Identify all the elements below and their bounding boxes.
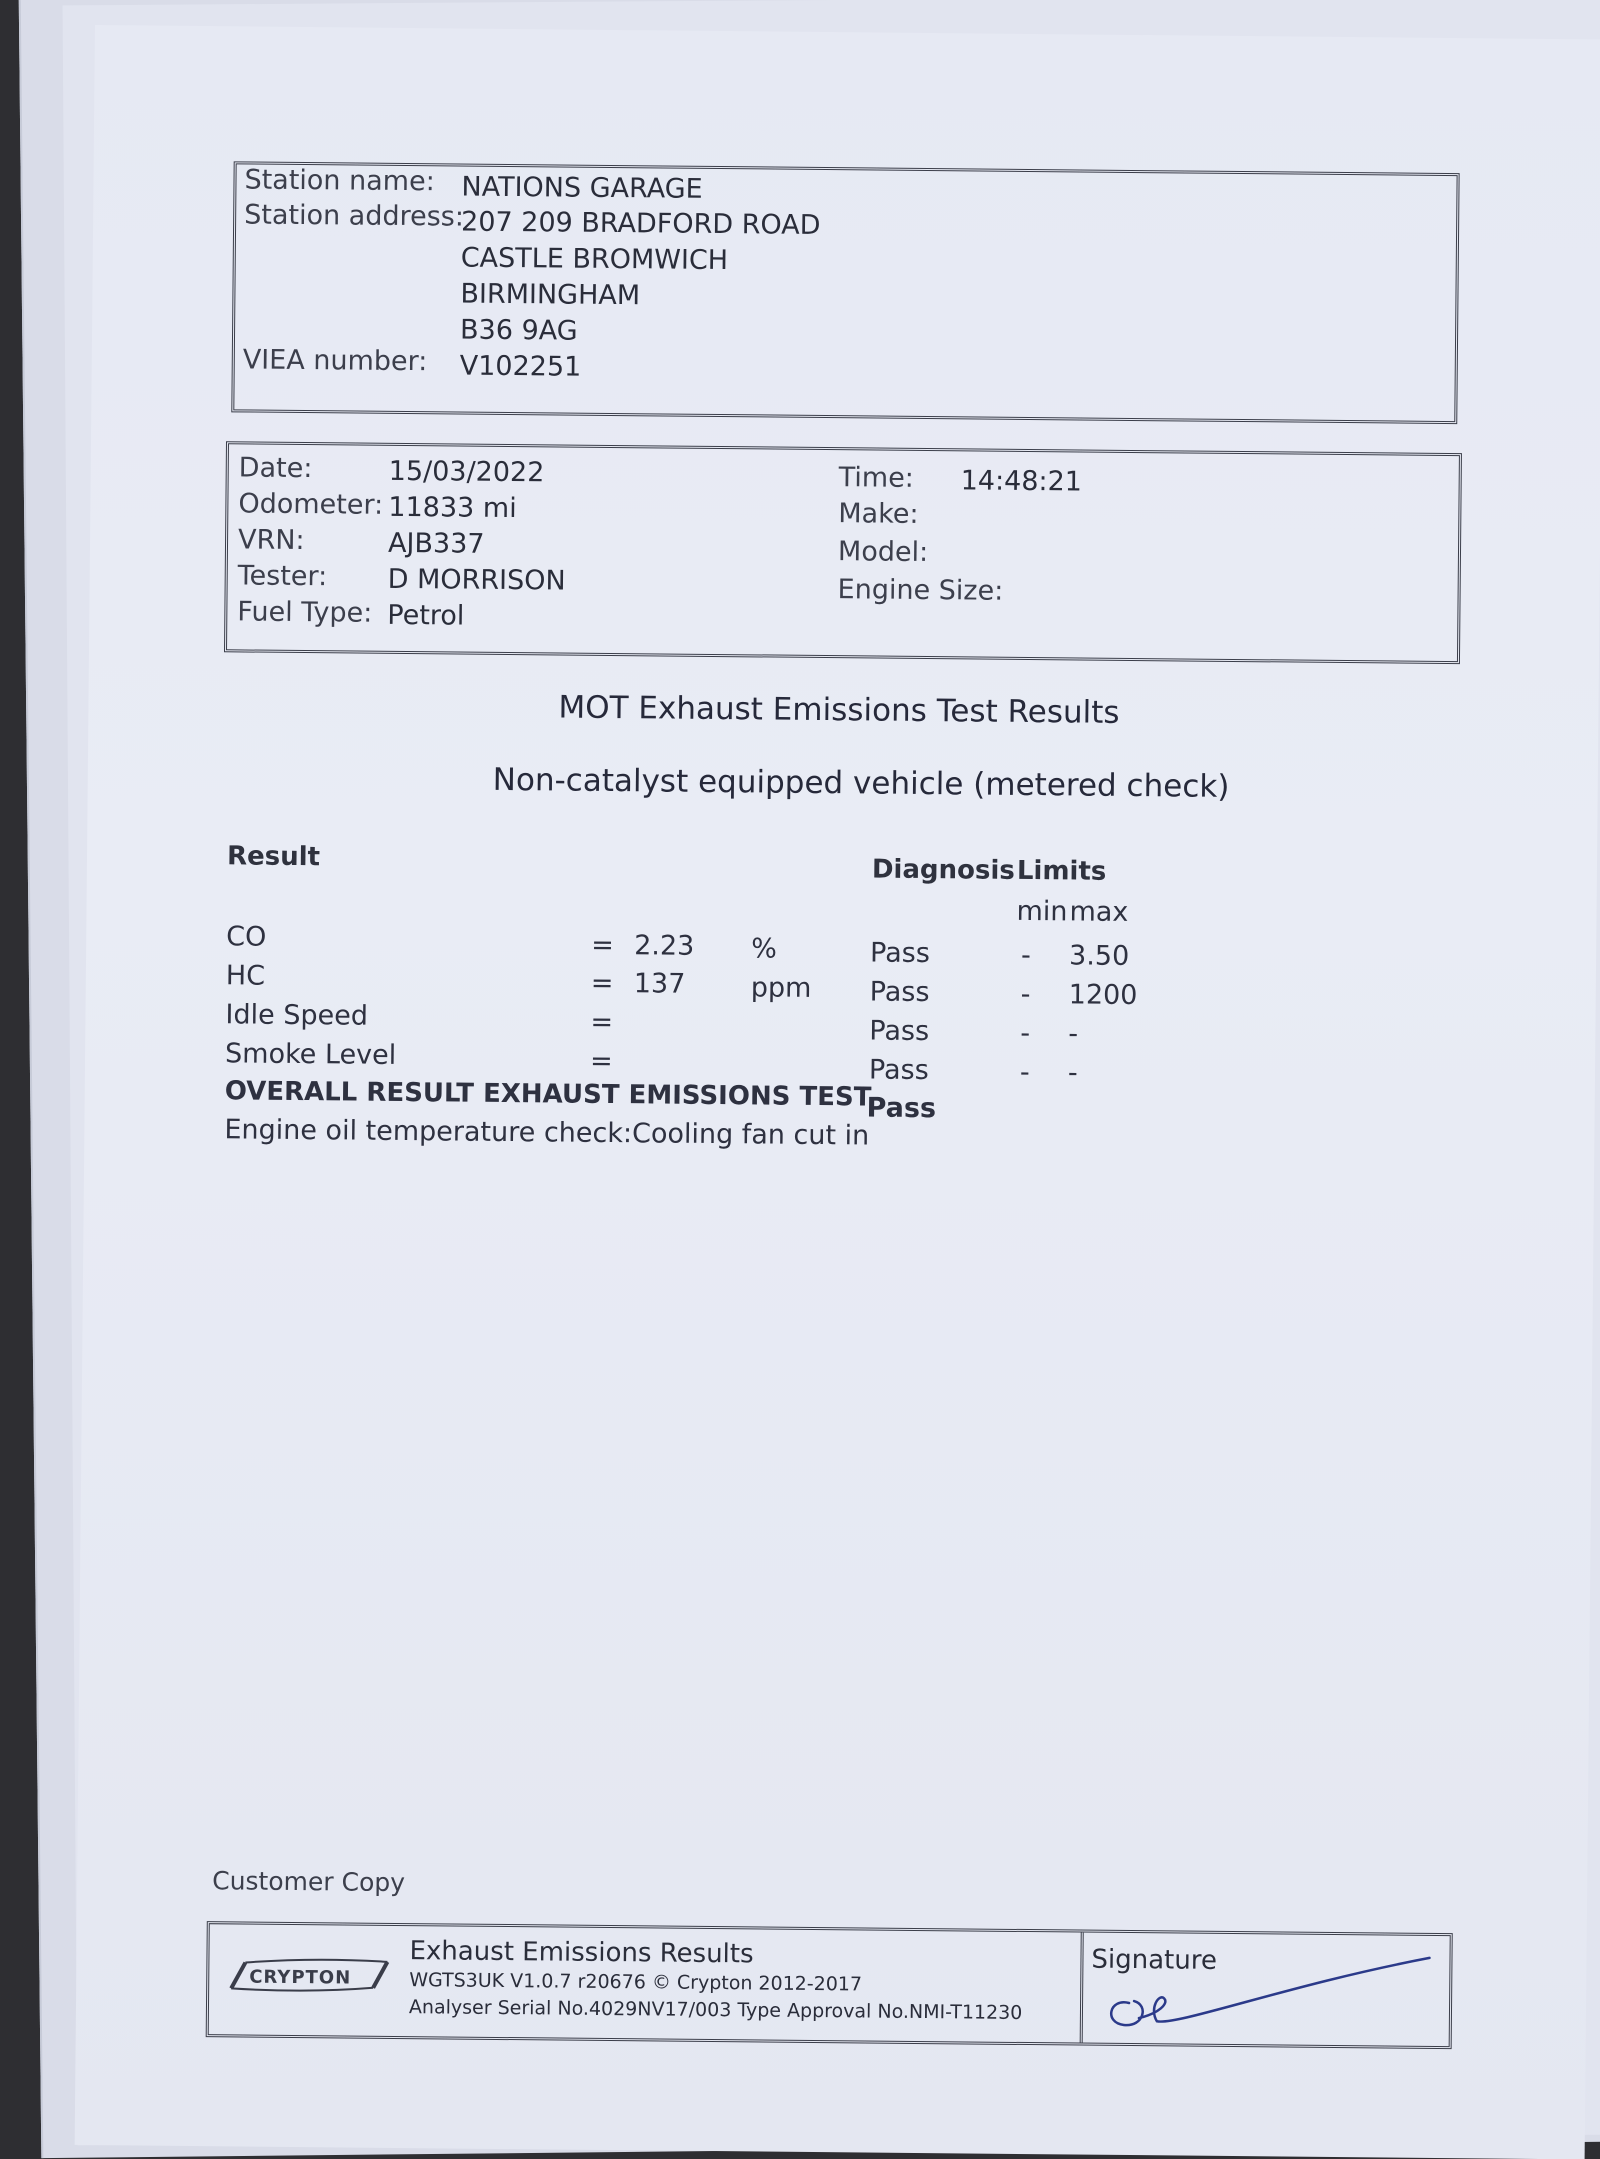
model-label: Model: <box>837 536 929 569</box>
station-info-box <box>231 161 1459 424</box>
row-unit: ppm <box>750 972 812 1004</box>
station-name-label: Station name: <box>244 164 435 198</box>
row-name: Idle Speed <box>225 999 369 1032</box>
tester-label: Tester: <box>237 560 328 593</box>
row-min: - <box>1020 978 1031 1011</box>
station-name: NATIONS GARAGE <box>461 171 703 205</box>
logo-text: CRYPTON <box>249 1966 352 1989</box>
odometer-value: 11833 mi <box>388 491 517 525</box>
address-line-1: 207 209 BRADFORD ROAD <box>460 206 821 241</box>
fuel-type-label: Fuel Type: <box>237 596 373 629</box>
row-eq: = <box>590 1006 614 1039</box>
row-max: - <box>1068 1018 1079 1050</box>
row-name: Smoke Level <box>224 1038 397 1071</box>
address-line-3: BIRMINGHAM <box>460 278 641 312</box>
time-value: 14:48:21 <box>960 465 1083 498</box>
footer-divider <box>1080 1933 1084 2043</box>
time-label: Time: <box>838 462 915 494</box>
diagnosis-header: Diagnosis <box>871 854 1015 886</box>
row-diagnosis: Pass <box>868 1054 929 1087</box>
row-max: 1200 <box>1068 979 1138 1012</box>
station-address-label: Station address: <box>244 199 465 233</box>
engine-size-label: Engine Size: <box>837 574 1004 607</box>
date-label: Date: <box>238 452 313 485</box>
row-min: - <box>1020 1017 1031 1050</box>
make-label: Make: <box>838 498 919 530</box>
row-eq: = <box>591 929 614 962</box>
crypton-logo <box>227 1954 397 1996</box>
row-diagnosis: Pass <box>869 976 930 1009</box>
tester-value: D MORRISON <box>387 563 566 597</box>
min-header: min <box>1016 895 1068 928</box>
row-max: 3.50 <box>1068 940 1130 972</box>
row-diagnosis: Pass <box>869 1015 930 1048</box>
footer-serial: Analyser Serial No.4029NV17/003 Type Approval No.NMI-T11230 <box>408 1996 1023 2024</box>
vrn-value: AJB337 <box>387 527 485 560</box>
row-value: 2.23 <box>634 930 695 962</box>
customer-copy-label: Customer Copy <box>212 1866 406 1898</box>
signature-label: Signature <box>1091 1944 1218 1976</box>
row-eq: = <box>590 967 614 1000</box>
row-value: 137 <box>633 968 686 1000</box>
vrn-label: VRN: <box>237 524 305 557</box>
odometer-label: Odometer: <box>238 488 384 521</box>
footer-version: WGTS3UK V1.0.7 r20676 © Crypton 2012-2017 <box>409 1969 863 1996</box>
fuel-type-value: Petrol <box>387 599 465 632</box>
row-min: - <box>1020 939 1032 972</box>
row-unit: % <box>751 933 777 965</box>
vehicle-info-box <box>224 441 1462 664</box>
row-min: - <box>1019 1056 1030 1089</box>
date-value: 15/03/2022 <box>388 455 545 489</box>
viea-label: VIEA number: <box>242 344 428 378</box>
overall-result-value: Pass <box>866 1092 937 1125</box>
report-title: MOT Exhaust Emissions Test Results <box>558 689 1120 731</box>
row-name: CO <box>226 921 267 953</box>
footer-box <box>206 1921 1453 2049</box>
signature-scribble <box>1089 1943 1440 2041</box>
document-page <box>75 25 1600 2159</box>
row-name: HC <box>225 960 266 992</box>
row-max: - <box>1067 1057 1078 1089</box>
row-diagnosis: Pass <box>869 937 931 970</box>
oil-temperature-check: Engine oil temperature check:Cooling fan cut in <box>224 1114 870 1152</box>
viea-number: V102251 <box>459 350 582 383</box>
address-line-2: CASTLE BROMWICH <box>460 242 729 277</box>
max-header: max <box>1069 896 1129 928</box>
row-eq: = <box>589 1045 613 1078</box>
report-subtitle: Non-catalyst equipped vehicle (metered check) <box>492 761 1230 805</box>
address-line-4: B36 9AG <box>459 314 578 347</box>
limits-header: Limits <box>1016 855 1107 887</box>
overall-result-label: OVERALL RESULT EXHAUST EMISSIONS TEST <box>224 1076 872 1113</box>
result-header: Result <box>226 841 321 873</box>
footer-title: Exhaust Emissions Results <box>409 1936 754 1970</box>
